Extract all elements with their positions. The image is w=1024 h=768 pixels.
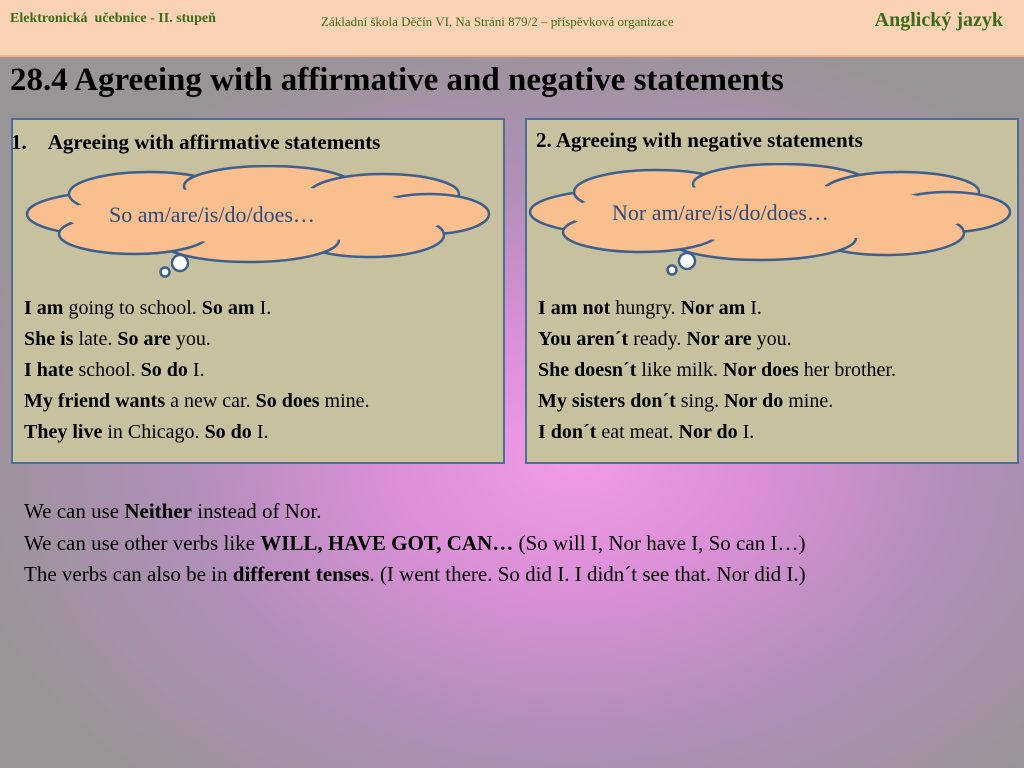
text-phrase: I. (737, 421, 755, 443)
text-phrase: you. (751, 328, 792, 350)
header-school-name: Základní škola Děčín VI, Na Stráni 879/2 – příspěvková organizace (321, 14, 674, 29)
text-phrase: like milk. (636, 359, 724, 381)
bold-phrase: I don´t (538, 421, 597, 443)
example-line (538, 355, 896, 386)
text-phrase: We can use (24, 499, 125, 523)
negative-heading: 2. Agreeing with negative statements (536, 128, 863, 152)
text-phrase: late. (73, 328, 118, 350)
example-line (538, 417, 896, 448)
example-line (538, 293, 896, 324)
bold-phrase: So are (117, 328, 171, 350)
bold-phrase: So do (140, 359, 188, 381)
bold-phrase: My friend wants (24, 390, 166, 412)
bold-phrase: My sisters don´t (538, 390, 676, 412)
bold-phrase: I am (24, 297, 64, 319)
header-textbook-label: Elektronická učebnice - II. stupeň (10, 11, 216, 26)
bold-phrase: Nor does (723, 359, 799, 381)
negative-cloud-text: Nor am/are/is/do/does… (612, 200, 829, 225)
affirmative-heading-text: Agreeing with affirmative statements (47, 130, 381, 154)
bold-phrase: So am (201, 297, 255, 319)
text-phrase: sing. (675, 390, 725, 412)
negative-examples (538, 293, 896, 448)
note-line (24, 559, 806, 591)
text-phrase: I. (251, 421, 269, 443)
header-subject: Anglický jazyk (874, 9, 1003, 31)
text-phrase: We can use other verbs like (24, 530, 261, 555)
affirmative-cloud-text: So am/are/is/do/does… (109, 202, 315, 227)
bold-phrase: Nor do (678, 421, 738, 443)
text-phrase: in Chicago. (102, 421, 205, 443)
bold-phrase: You aren´t (538, 328, 629, 350)
text-phrase: . (I went there. So did I. I didn´t see that. Nor did I.) (369, 562, 806, 586)
bold-phrase: I am not (538, 297, 611, 319)
usage-notes (24, 496, 806, 591)
slide-title: 28.4 Agreeing with affirmative and negative statements (10, 62, 784, 98)
bold-phrase: WILL, HAVE GOT, CAN… (260, 530, 514, 555)
text-phrase: ready. (628, 328, 687, 350)
text-phrase: eat meat. (596, 421, 679, 443)
bold-phrase: Nor do (724, 390, 784, 412)
text-phrase: school. (73, 359, 141, 381)
slide-header (0, 0, 1024, 57)
bold-phrase: She doesn´t (538, 359, 637, 381)
affirmative-heading-number: 1. (11, 130, 27, 154)
bold-phrase: She is (24, 328, 74, 350)
example-line (538, 386, 896, 417)
text-phrase: instead of Nor. (192, 499, 322, 523)
example-line (24, 355, 370, 386)
text-phrase: (So will I, Nor have I, So can I…) (513, 530, 806, 555)
text-phrase: I. (745, 297, 762, 319)
example-line (24, 324, 370, 355)
text-phrase: you. (170, 328, 211, 350)
example-line (24, 293, 370, 324)
text-phrase: mine. (319, 390, 370, 412)
text-phrase: I. (187, 359, 205, 381)
bold-phrase: I hate (24, 359, 74, 381)
example-line (24, 417, 370, 448)
bold-phrase: They live (24, 421, 103, 443)
bold-phrase: So do (204, 421, 252, 443)
text-phrase: her brother. (798, 359, 896, 381)
note-line (24, 528, 806, 560)
text-phrase: I. (254, 297, 272, 319)
affirmative-heading (11, 130, 380, 155)
text-phrase: mine. (783, 390, 834, 412)
text-phrase: hungry. (610, 297, 681, 319)
bold-phrase: So does (255, 390, 320, 412)
example-line (538, 324, 896, 355)
example-line (24, 386, 370, 417)
note-line (24, 496, 806, 528)
bold-phrase: Neither (124, 499, 192, 523)
bold-phrase: Nor are (686, 328, 752, 350)
text-phrase: The verbs can also be in (24, 562, 233, 586)
text-phrase: going to school. (63, 297, 202, 319)
bold-phrase: different tenses (232, 562, 370, 586)
bold-phrase: Nor am (680, 297, 746, 319)
affirmative-examples (24, 293, 370, 448)
text-phrase: a new car. (165, 390, 256, 412)
